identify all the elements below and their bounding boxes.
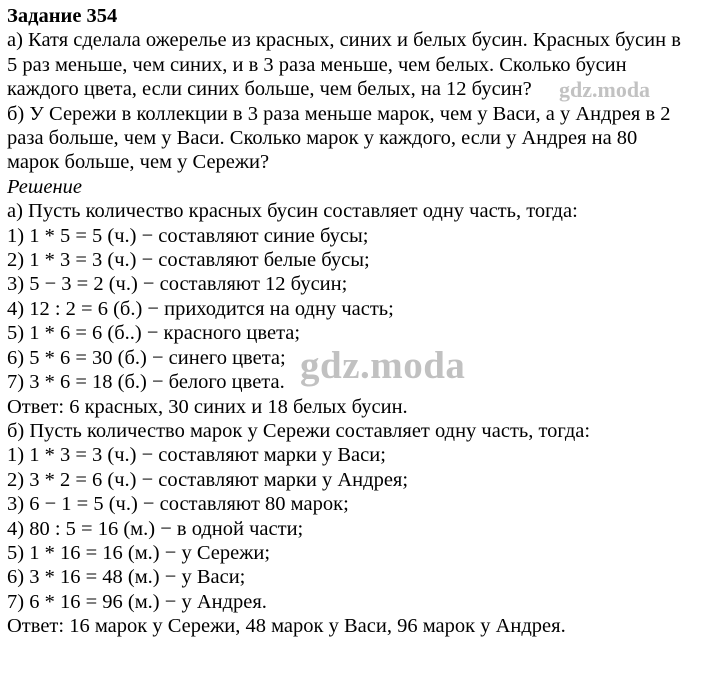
- solution-a-step: 1) 1 * 5 = 5 (ч.) − составляют синие бусы;: [7, 224, 369, 247]
- solution-b-step: 4) 80 : 5 = 16 (м.) − в одной части;: [7, 517, 304, 540]
- solution-b-step: 1) 1 * 3 = 3 (ч.) − составляют марки у Васи;: [7, 444, 386, 467]
- solution-b-step: 7) 6 * 16 = 96 (м.) − у Андрея.: [7, 590, 267, 613]
- task-a-line: 5 раз меньше, чем синих, и в 3 раза меньше, чем белых. Сколько бусин: [7, 53, 627, 76]
- solution-a-answer: Ответ: 6 красных, 30 синих и 18 белых бусин.: [7, 395, 408, 418]
- task-b-text: [7, 102, 719, 175]
- solution-b-step: 5) 1 * 16 = 16 (м.) − у Сережи;: [7, 541, 271, 564]
- solution-a-step: 2) 1 * 3 = 3 (ч.) − составляют белые бусы;: [7, 249, 370, 272]
- solution-b: [7, 419, 719, 639]
- solution-b-intro: б) Пусть количество марок у Сережи составляет одну часть, тогда:: [7, 419, 591, 442]
- solution-a-step: 4) 12 : 2 = 6 (б.) − приходится на одну часть;: [7, 297, 394, 320]
- solution-b-step: 6) 3 * 16 = 48 (м.) − у Васи;: [7, 566, 246, 589]
- solution-b-step: 3) 6 − 1 = 5 (ч.) − составляют 80 марок;: [7, 493, 349, 516]
- solution-b-answer: Ответ: 16 марок у Сережи, 48 марок у Васи, 96 марок у Андрея.: [7, 615, 566, 638]
- solution-a-step: 6) 5 * 6 = 30 (б.) − синего цвета;: [7, 346, 286, 369]
- watermark-large: gdz.moda: [300, 344, 466, 387]
- task-a-line: каждого цвета, если синих больше, чем белых, на 12 бусин?: [7, 78, 532, 101]
- solution-a-step: 3) 5 − 3 = 2 (ч.) − составляют 12 бусин;: [7, 273, 348, 296]
- task-a-line: а) Катя сделала ожерелье из красных, синих и белых бусин. Красных бусин в: [7, 29, 681, 52]
- task-b-line: б) У Сережи в коллекции в 3 раза меньше марок, чем у Васи, а у Андрея в 2: [7, 102, 671, 125]
- watermark-small: gdz.moda: [559, 77, 651, 102]
- solution-a-step: 7) 3 * 6 = 18 (б.) − белого цвета.: [7, 371, 285, 394]
- task-title: Задание 354: [7, 5, 118, 27]
- task-b-line: марок больше, чем у Сережи?: [7, 151, 270, 174]
- solution-a-step: 5) 1 * 6 = 6 (б..) − красного цвета;: [7, 322, 301, 345]
- solution-heading: Решение: [7, 175, 82, 198]
- solution-a-intro: а) Пусть количество красных бусин составляет одну часть, тогда:: [7, 200, 578, 223]
- solution-b-step: 2) 3 * 2 = 6 (ч.) − составляют марки у Андрея;: [7, 468, 409, 491]
- task-b-line: раза больше, чем у Васи. Сколько марок у каждого, если у Андрея на 80: [7, 127, 638, 150]
